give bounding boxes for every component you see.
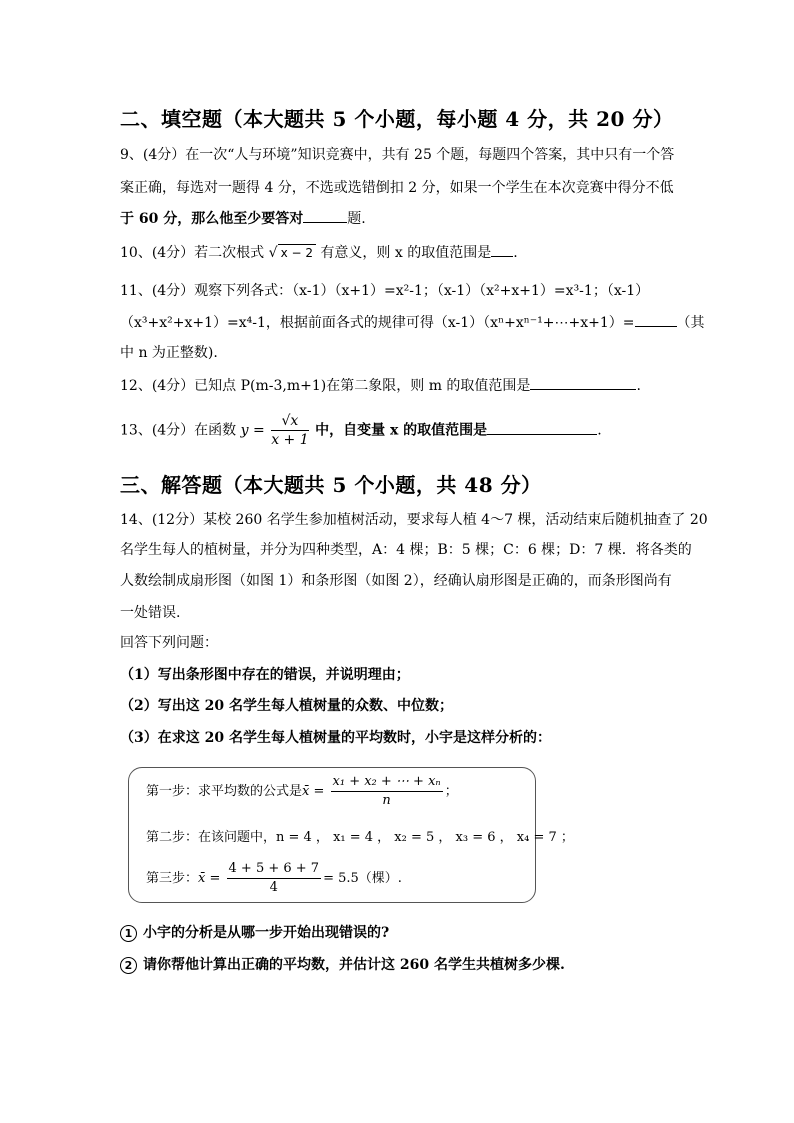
q14-prompt: 回答下列问题：: [120, 635, 218, 651]
q13-denominator: x + 1: [271, 432, 309, 448]
q13-line: [120, 412, 602, 449]
q13-text: 13、(4分）在函数: [120, 422, 237, 439]
q13-end: .: [597, 422, 602, 439]
step1-end: ；: [444, 784, 458, 799]
q10-text-2: 有意义，则 x 的取值范围是: [320, 245, 492, 261]
q11-line2-text: （x³+x²+x+1）=x⁴-1，根据前面各式的规律可得（x-1）（xⁿ+xⁿ⁻¹+⋯+x+1）=: [120, 315, 635, 331]
q11-line3: 中 n 为正整数).: [120, 345, 218, 361]
xbar-2: x̄ =: [198, 871, 221, 886]
q12-line: [120, 375, 641, 396]
q13-fraction: [271, 412, 308, 449]
box-step3: [146, 860, 402, 897]
q14-line3: 人数绘制成扇形图（如图 1）和条形图（如图 2），经确认扇形图是正确的，而条形图尚有: [120, 573, 672, 589]
q10-end: .: [513, 245, 518, 261]
q9-line3-end: 题.: [347, 211, 366, 227]
circled-number-2: 2: [120, 957, 137, 974]
q13-numerator: √x: [271, 412, 308, 431]
step1-denominator: n: [382, 793, 391, 808]
q11-line2: [120, 312, 705, 333]
q14-line4: 一处错误.: [120, 605, 181, 621]
step3-denominator: 4: [269, 880, 278, 895]
step3-fraction: [227, 860, 322, 897]
section-fill-in-title: 二、填空题（本大题共 5 个小题，每小题 4 分，共 20 分）: [120, 107, 674, 131]
section-answer-title: 三、解答题（本大题共 5 个小题，共 48 分）: [120, 473, 542, 497]
step1-fraction: [331, 773, 443, 810]
q10-line: [120, 242, 518, 263]
step1-numerator: x₁ + x₂ + ⋯ + xₙ: [331, 773, 443, 792]
circled-number-1: 1: [120, 925, 137, 942]
q12-text: 12、(4分）已知点 P(m-3,m+1)在第二象限，则 m 的取值范围是: [120, 378, 531, 394]
step1-text: 第一步：求平均数的公式是: [146, 784, 303, 799]
q9-line1: 9、(4分）在一次“人与环境”知识竞赛中，共有 25 个题，每题四个答案，其中只有一个答: [120, 147, 675, 163]
q13-answer-blank: [487, 420, 597, 435]
q12-end: .: [636, 378, 641, 394]
q9-line2: 案正确，每选对一题得 4 分，不选或选错倒扣 2 分，如果一个学生在本次竞赛中得分不低: [120, 180, 674, 196]
q14-sub2: （2）写出这 20 名学生每人植树量的众数、中位数；: [120, 698, 453, 714]
q10-sqrt: √ x − 2: [269, 243, 316, 263]
q10-radicand: x − 2: [278, 244, 316, 261]
q9-line3-text: 于 60 分，那么他至少要答对: [120, 211, 304, 227]
subq-2: [120, 955, 565, 975]
q10-text: 10、(4分）若二次根式: [120, 245, 265, 261]
q11-answer-blank: [635, 312, 677, 327]
q13-text-2: 中，自变量 x 的取值范围是: [315, 422, 488, 439]
xbar: x̄ =: [302, 784, 325, 799]
q14-line1: 14、(12分）某校 260 名学生参加植树活动，要求每人植 4～7 棵，活动结束后随机抽查了 20: [120, 512, 708, 528]
box-step1: [146, 772, 458, 812]
q10-answer-blank: [491, 242, 513, 257]
subq-2-text: 请你帮他计算出正确的平均数，并估计这 260 名学生共植树多少棵.: [143, 957, 565, 973]
step3-numerator: 4 + 5 + 6 + 7: [227, 860, 322, 879]
step3-end: = 5.5（棵）.: [323, 871, 402, 886]
subq-1-text: 小宇的分析是从哪一步开始出现错误的?: [143, 925, 390, 941]
q14-sub1: （1）写出条形图中存在的错误，并说明理由；: [120, 667, 410, 683]
q9-line3: [120, 208, 366, 229]
q9-answer-blank: [303, 208, 347, 223]
subq-1: [120, 923, 389, 943]
q14-line2: 名学生每人的植树量，并分为四种类型，A：4 棵；B：5 棵；C：6 棵；D：7 棵．将各类的: [120, 542, 692, 558]
q12-answer-blank: [530, 375, 636, 390]
q11-line1: 11、(4分）观察下列各式：（x-1）（x+1）=x²-1；（x-1）（x²+x+1）=x³-1；（x-1）: [120, 283, 650, 299]
box-step2: 第二步：在该问题中，n = 4 ， x₁ = 4 ， x₂ = 5 ， x₃ = 6 ， x₄ = 7 ；: [146, 830, 574, 845]
step3-text: 第三步：: [146, 871, 199, 886]
q11-line2-end: （其: [676, 315, 705, 331]
q14-sub3: （3）在求这 20 名学生每人植树量的平均数时，小宇是这样分析的：: [120, 730, 551, 746]
q13-function-y: y =: [240, 422, 265, 439]
